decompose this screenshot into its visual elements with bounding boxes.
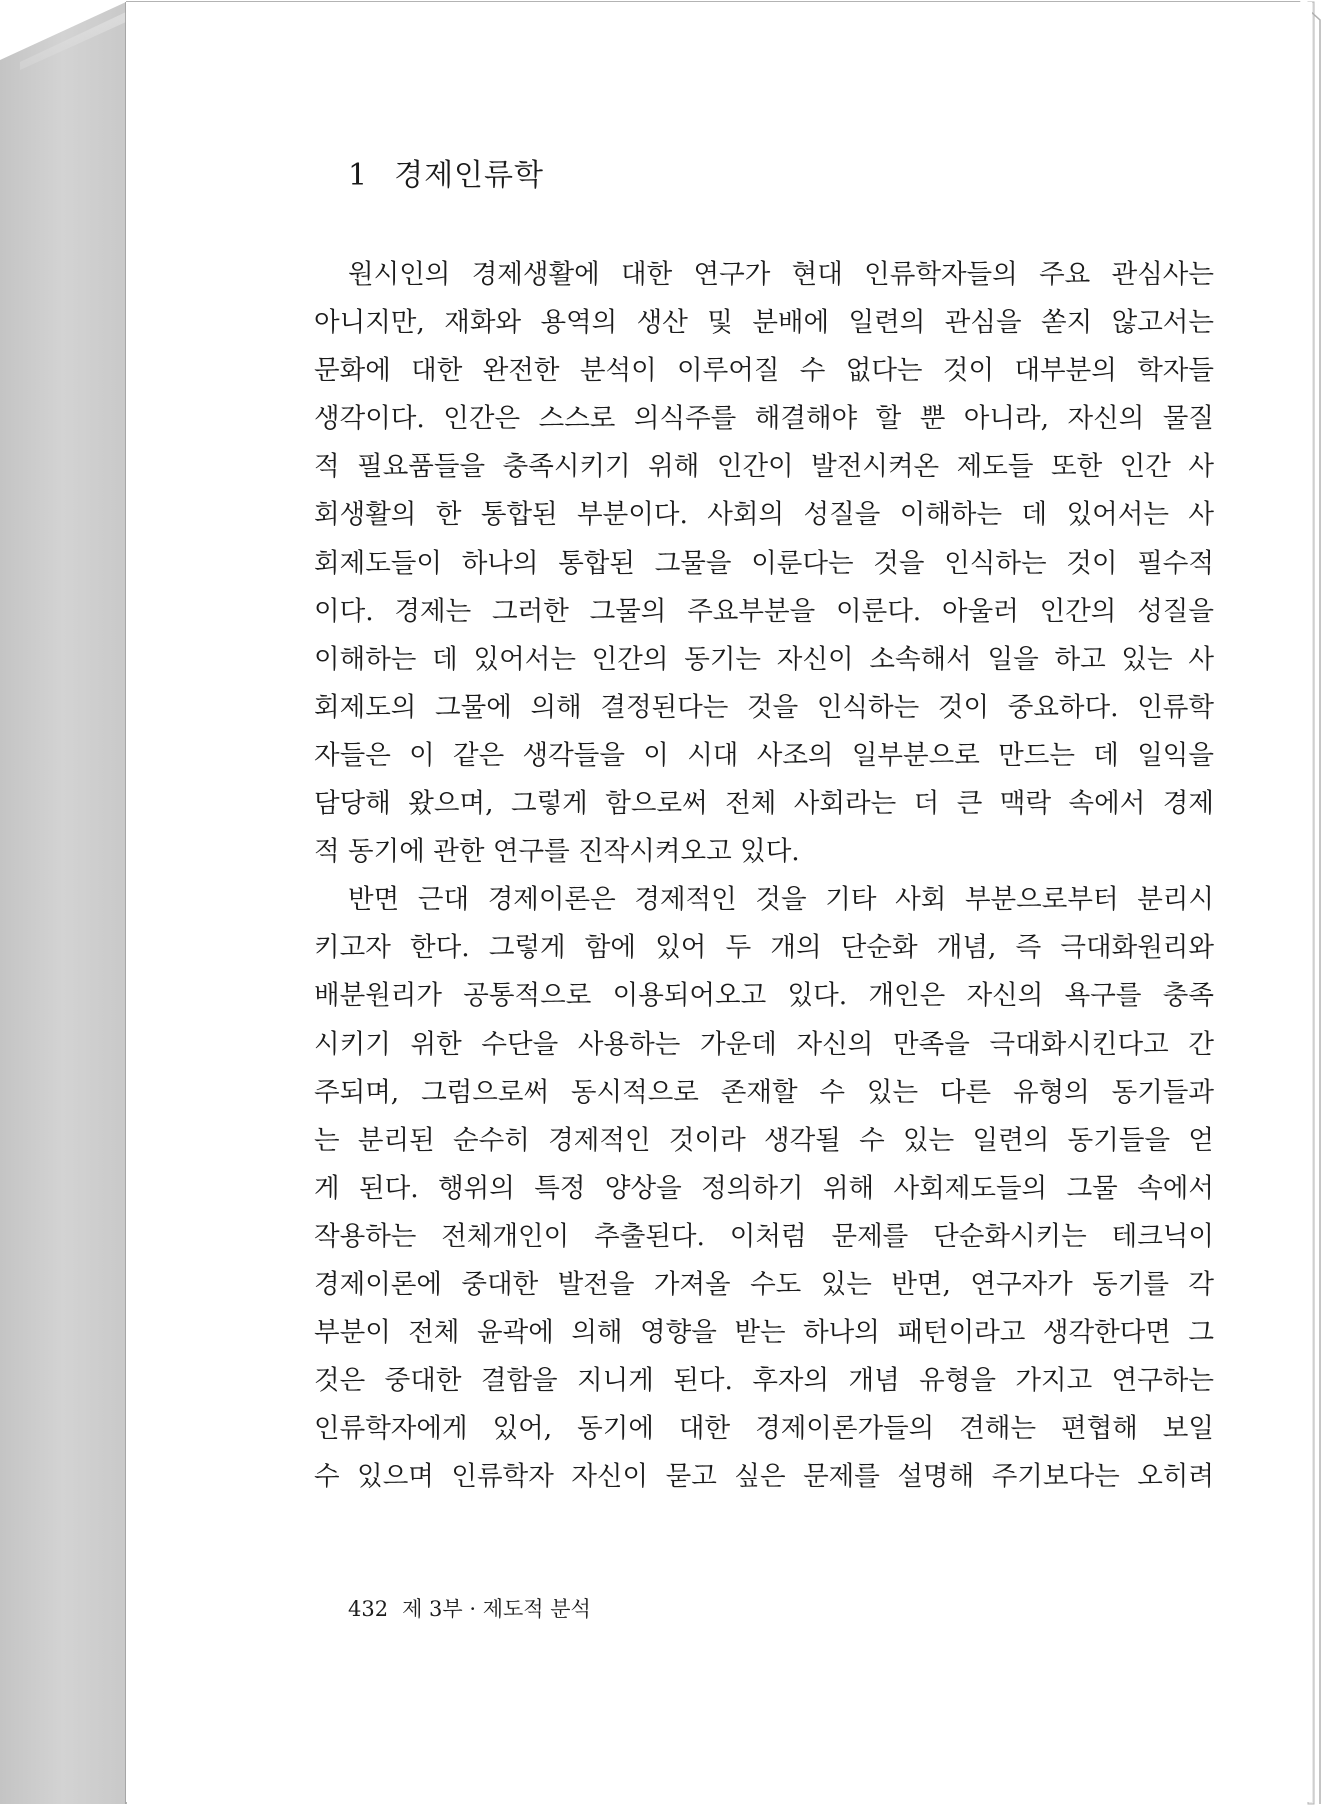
book-spine [0, 2, 126, 1804]
section-heading [348, 150, 544, 194]
page-number: 432 [348, 1597, 389, 1621]
text-line: 반면 근대 경제이론은 경제적인 것을 기타 사회 부분으로부터 분리시 [348, 884, 1214, 916]
text-line: 주되며, 그럼으로써 동시적으로 존재할 수 있는 다른 유형의 동기들과 [314, 1076, 1214, 1108]
body-text [314, 251, 1214, 1501]
text-line: 인류학자에게 있어, 동기에 대한 경제이론가들의 견해는 편협해 보일 [314, 1413, 1214, 1445]
text-line: 자들은 이 같은 생각들을 이 시대 사조의 일부분으로 만드는 데 일익을 [314, 739, 1214, 771]
text-line: 는 분리된 순수히 경제적인 것이라 생각될 수 있는 일련의 동기들을 얻 [314, 1124, 1214, 1156]
text-line: 회제도의 그물에 의해 결정된다는 것을 인식하는 것이 중요하다. 인류학 [314, 691, 1214, 723]
text-line: 적 동기에 관한 연구를 진작시켜오고 있다. [314, 836, 800, 868]
text-line: 회생활의 한 통합된 부분이다. 사회의 성질을 이해하는 데 있어서는 사 [314, 499, 1214, 531]
running-head: 제 3부 · 제도적 분석 [402, 1597, 591, 1621]
text-line: 키고자 한다. 그렇게 함에 있어 두 개의 단순화 개념, 즉 극대화원리와 [314, 932, 1214, 964]
text-line: 부분이 전체 윤곽에 의해 영향을 받는 하나의 패턴이라고 생각한다면 그 [314, 1317, 1214, 1349]
paragraph-2 [314, 876, 1214, 1501]
text-line: 문화에 대한 완전한 분석이 이루어질 수 없다는 것이 대부분의 학자들 [314, 355, 1214, 387]
text-line: 원시인의 경제생활에 대한 연구가 현대 인류학자들의 주요 관심사는 [348, 259, 1214, 290]
text-line: 경제이론에 중대한 발전을 가져올 수도 있는 반면, 연구자가 동기를 각 [314, 1268, 1214, 1300]
section-number: 1 [348, 158, 369, 193]
text-line: 회제도들이 하나의 통합된 그물을 이룬다는 것을 인식하는 것이 필수적 [314, 547, 1214, 579]
text-line: 이다. 경제는 그러한 그물의 주요부분을 이룬다. 아울러 인간의 성질을 [314, 595, 1214, 627]
text-line: 이해하는 데 있어서는 인간의 동기는 자신이 소속해서 일을 하고 있는 사 [314, 643, 1214, 675]
text-line: 적 필요품들을 충족시키기 위해 인간이 발전시켜온 제도들 또한 인간 사 [314, 451, 1214, 483]
section-title: 경제인류학 [394, 158, 544, 193]
text-line: 게 된다. 행위의 특정 양상을 정의하기 위해 사회제도들의 그물 속에서 [314, 1172, 1214, 1204]
text-line: 수 있으며 인류학자 자신이 묻고 싶은 문제를 설명해 주기보다는 오히려 [314, 1461, 1214, 1493]
text-line: 작용하는 전체개인이 추출된다. 이처럼 문제를 단순화시키는 테크닉이 [314, 1220, 1214, 1252]
text-line: 배분원리가 공통적으로 이용되어오고 있다. 개인은 자신의 욕구를 충족 [314, 980, 1214, 1012]
text-line: 시키기 위한 수단을 사용하는 가운데 자신의 만족을 극대화시킨다고 간 [314, 1028, 1214, 1060]
paragraph-1 [314, 251, 1214, 876]
text-line: 아니지만, 재화와 용역의 생산 및 분배에 일련의 관심을 쏟지 않고서는 [314, 307, 1214, 339]
text-line: 담당해 왔으며, 그렇게 함으로써 전체 사회라는 더 큰 맥락 속에서 경제 [314, 788, 1214, 820]
page-footer [348, 1593, 591, 1623]
text-line: 생각이다. 인간은 스스로 의식주를 해결해야 할 뿐 아니라, 자신의 물질 [314, 403, 1214, 435]
text-line: 것은 중대한 결함을 지니게 된다. 후자의 개념 유형을 가지고 연구하는 [314, 1365, 1214, 1397]
